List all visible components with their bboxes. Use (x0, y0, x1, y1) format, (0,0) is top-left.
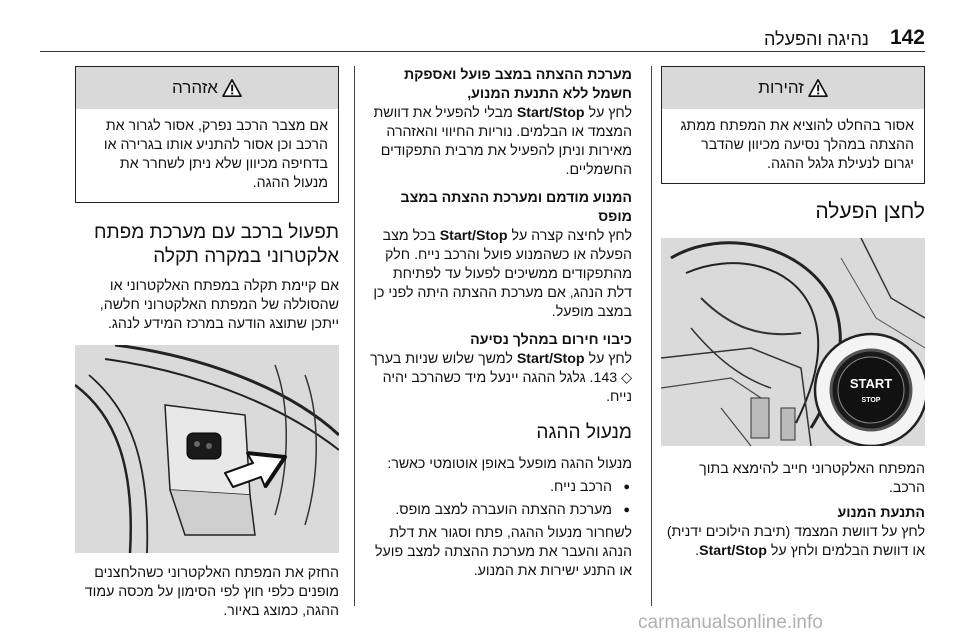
start-button-intro: המפתח האלקטרוני חייב להימצא בתוך הרכב. (699, 461, 925, 496)
list-item: ● מערכת ההצתה הועברה למצב מופס. (368, 501, 632, 520)
emergency-off-heading: כיבוי חירום במהלך נסיעה (470, 332, 632, 348)
stop-label: STOP (861, 397, 881, 404)
warning-triangle-icon (222, 79, 242, 97)
key-slot-caption: החזק את המפתח האלקטרוני כשהלחצנים מופנים כלפי חוץ לפי הסימון על מכסה עמוד ההגה, כמוצג באיור. (84, 565, 339, 619)
left-column (75, 66, 339, 621)
warning-triangle-icon (808, 79, 828, 97)
page-number: 142 (889, 26, 925, 49)
chapter-title: נהיגה והפעלה (764, 29, 869, 49)
section-title-steering-lock: מנעול ההגה (536, 422, 632, 443)
ignition-on-heading: מערכת ההצתה במצב פועל ואספקת חשמל ללא התנעת המנוע, (403, 67, 632, 102)
caution-header (662, 67, 924, 109)
engine-off-text-1: לחץ לחיצה קצרה על (511, 228, 632, 244)
start-stop-button-illustration (661, 238, 925, 446)
start-stop-term: Start/Stop (516, 105, 585, 121)
column-divider (651, 66, 652, 606)
emergency-off-text-2: למשך שלוש שניות בערך (370, 351, 513, 367)
engine-off-heading: המנוע מודמם ומערכת ההצתה במצב מופס (400, 190, 632, 225)
key-slot-figure (75, 345, 339, 553)
caution-text: אסור בהחלט להוציא את המפתח ממתג ההצתה במהלך נסיעה מכיוון שהדבר יגרום לנעילת גלגל ההגה. (680, 118, 914, 172)
engine-start-period: . (695, 543, 700, 559)
engine-start-body (661, 523, 925, 561)
header-rule (40, 51, 925, 52)
page-reference-number: 143 (593, 370, 618, 386)
warning-text: אם מצבר הרכב נפרק, אסור לגרור את הרכב וכן אסור להתניע אותו בגרירה או בדחיפה מכיוון שלא ניתן לשחרר את מנעול ההגה. (103, 118, 328, 191)
column-divider (354, 66, 355, 606)
warning-box (75, 66, 339, 203)
ignition-on-text-2: מבלי להפעיל את דוושת המצמד או הבלמים. נוריות החיווי והאזהרה מאירות וניתן להפעיל את מרבית התפקודים החשמליים. (373, 105, 632, 178)
ignition-on-text-1: לחץ על (588, 105, 632, 121)
right-column (661, 66, 925, 561)
engine-off-text-2: בכל מצב הפעלה או כשהמנוע פועל והרכב נייח. חלק מהתפקודים ממשיכים לפעול עד לפתיחת דלת הנהג, אם מערכת ההצתה היתה לפני כן במצב מופעל. (373, 228, 632, 320)
page-header (40, 18, 925, 58)
warning-body (76, 109, 338, 202)
engine-start-heading: התנעת המנוע (837, 505, 925, 521)
emergency-off-text-3: . גלגל ההגה יינעל מיד כשהרכב יהיה נייח. (382, 370, 632, 405)
emergency-off-text-1: לחץ על (588, 351, 632, 367)
start-stop-term: Start/Stop (516, 351, 585, 367)
engine-start-text: לחץ על דוושת המצמד (תיבת הילוכים ידנית) או דוושת הבלמים ולחץ על (666, 524, 925, 559)
start-stop-term: Start/Stop (699, 543, 767, 559)
page-reference-icon: ◇ (621, 370, 632, 386)
watermark: carmanualsonline.info (638, 612, 823, 633)
steering-lock-release: לשחרור מנעול ההגה, פתח וסגור את דלת הנהג והעבר את מערכת ההצתה למצב פועל או התנע ישירות את המנוע. (375, 525, 632, 579)
warning-title: אזהרה (172, 78, 218, 97)
warning-header (76, 67, 338, 109)
caution-title: זהירות (758, 78, 804, 97)
start-label: START (849, 376, 893, 391)
steering-lock-conditions (368, 478, 632, 520)
caution-box (661, 66, 925, 184)
ignition-on-body (368, 104, 632, 180)
steering-lock-intro: מנעול ההגה מופעל באופן אוטומטי כאשר: (387, 456, 632, 472)
key-fault-body: אם קיימת תקלה במפתח האלקטרוני או שהסוללה של המפתח האלקטרוני חלשה, ייתכן שתוצג הודעה במרכז המידע לנהג. (99, 278, 339, 332)
engine-off-body (368, 227, 632, 322)
middle-column (368, 66, 632, 581)
section-title-start-button: לחצן הפעלה (815, 200, 925, 223)
list-item: ● הרכב נייח. (368, 478, 632, 497)
start-stop-figure (661, 238, 925, 446)
caution-body (662, 109, 924, 183)
key-slot-illustration (75, 345, 339, 553)
start-stop-term: Start/Stop (439, 228, 508, 244)
emergency-off-body (368, 350, 632, 407)
section-title-key-fault: תפעול ברכב עם מערכת מפתח אלקטרוני במקרה תקלה (93, 222, 339, 267)
